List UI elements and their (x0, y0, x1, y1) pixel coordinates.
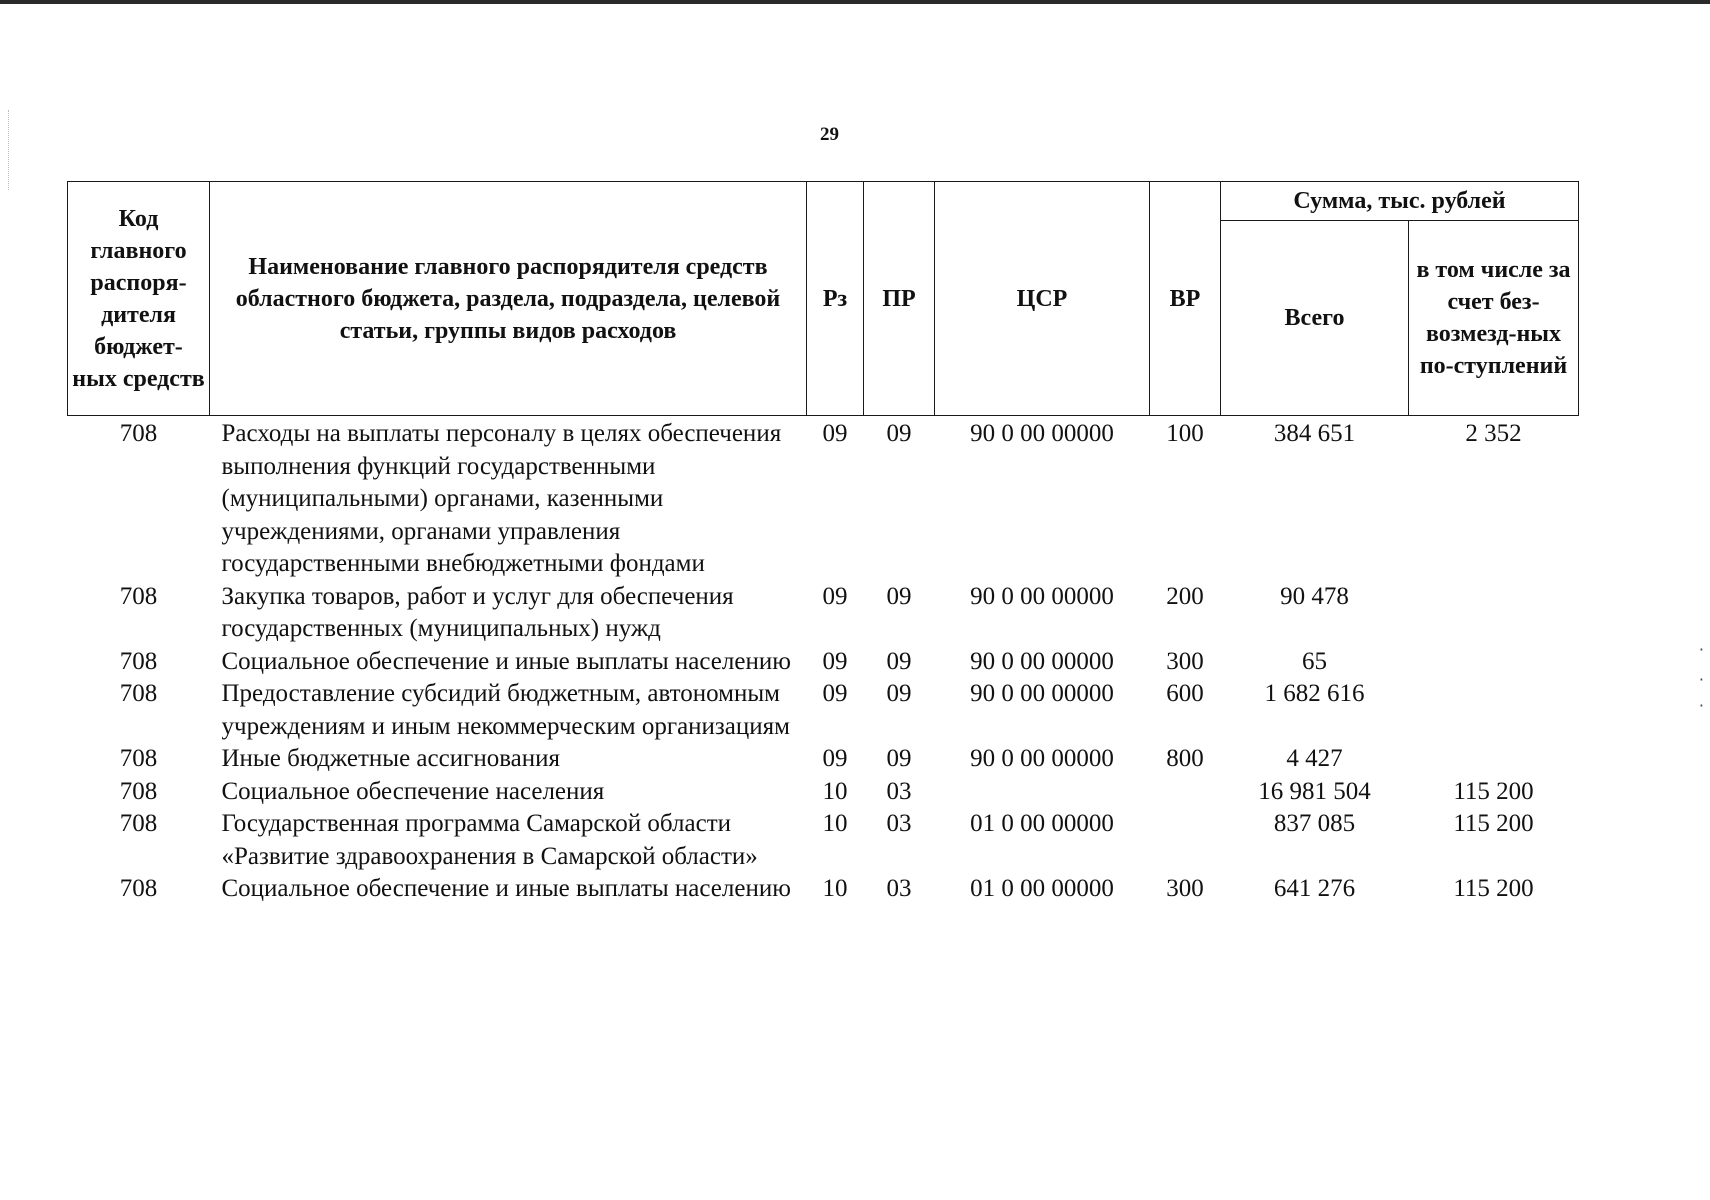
cell-rz: 09 (822, 582, 848, 610)
cell-pr: 09 (886, 680, 912, 707)
cell-free (1409, 678, 1579, 743)
cell-free (1409, 646, 1579, 679)
cell-vr (1150, 776, 1221, 809)
cell-pr: 03 (886, 810, 912, 837)
header-name: Наименование главного распорядителя средств областного бюджета, раздела, подраздела, целевой статьи, группы видов расходов (210, 182, 807, 416)
cell-rz: 09 (822, 420, 848, 447)
cell-rz: 10 (822, 777, 848, 805)
cell-name: Предоставление субсидий бюджетным, автономным учреждениям и иным некоммерческим организациям (221, 680, 790, 740)
cell-free: 2 352 (1465, 420, 1522, 447)
cell-csr: 01 0 00 00000 (970, 875, 1114, 902)
cell-rz: 10 (822, 810, 848, 837)
cell-total: 1 682 616 (1264, 680, 1365, 707)
header-csr: ЦСР (935, 182, 1150, 416)
cell-code: 708 (119, 420, 158, 447)
cell-code: 708 (119, 777, 158, 805)
budget-table (67, 181, 1579, 906)
cell-csr: 90 0 00 00000 (970, 582, 1114, 610)
table-row (68, 678, 1579, 743)
cell-vr: 300 (1166, 647, 1204, 675)
cell-name: Закупка товаров, работ и услуг для обеспечения государственных (муниципальных) нужд (221, 582, 734, 642)
cell-name: Расходы на выплаты персоналу в целях обеспечения выполнения функций государственными (муниципальными) органами, казенными учреждениями, органами управления государственными внебюджетными фондами (221, 420, 782, 577)
cell-vr: 200 (1166, 582, 1204, 610)
table-row (68, 581, 1579, 646)
cell-vr: 300 (1166, 875, 1204, 902)
table-header (68, 182, 1579, 416)
scan-right-marks: · · · (1698, 640, 1704, 715)
cell-vr: 800 (1166, 745, 1204, 772)
cell-code: 708 (119, 745, 158, 772)
cell-free (1409, 743, 1579, 776)
cell-total: 65 (1302, 647, 1327, 675)
header-total: Всего (1221, 221, 1409, 416)
table-body (68, 416, 1579, 906)
cell-rz: 09 (822, 745, 848, 772)
cell-csr: 90 0 00 00000 (970, 680, 1114, 707)
header-code: Код главного распоря-дителя бюджет-ных средств (68, 182, 210, 416)
cell-name: Социальное обеспечение и иные выплаты населению (221, 875, 791, 902)
scan-left-marks (8, 110, 23, 190)
cell-pr: 09 (886, 420, 912, 447)
page-number: 29 (820, 124, 839, 145)
cell-total: 90 478 (1280, 582, 1349, 610)
cell-rz: 09 (822, 680, 848, 707)
cell-csr: 90 0 00 00000 (970, 647, 1114, 675)
cell-name: Иные бюджетные ассигнования (221, 745, 561, 772)
cell-csr: 01 0 00 00000 (970, 810, 1114, 837)
cell-code: 708 (119, 875, 158, 902)
cell-total: 837 085 (1273, 810, 1356, 837)
table-row (68, 873, 1579, 906)
table-row (68, 808, 1579, 873)
cell-pr: 09 (886, 745, 912, 772)
cell-code: 708 (119, 647, 158, 675)
scan-top-edge (0, 0, 1710, 4)
cell-pr: 03 (886, 875, 912, 902)
cell-free: 115 200 (1453, 875, 1534, 902)
cell-name: Социальное обеспечение населения (221, 777, 605, 805)
cell-free: 115 200 (1453, 810, 1534, 837)
cell-code: 708 (119, 810, 158, 837)
cell-vr (1150, 808, 1221, 873)
header-vr: ВР (1150, 182, 1221, 416)
cell-vr: 600 (1166, 680, 1204, 707)
cell-rz: 10 (822, 875, 848, 902)
cell-name: Государственная программа Самарской области «Развитие здравоохранения в Самарской области» (221, 810, 758, 870)
table-row (68, 646, 1579, 679)
table-row (68, 776, 1579, 809)
cell-pr: 03 (886, 777, 912, 805)
header-free-receipts: в том числе за счет без-возмезд-ных по-ступлений (1409, 221, 1579, 416)
cell-csr: 90 0 00 00000 (970, 745, 1114, 772)
cell-total: 16 981 504 (1258, 777, 1371, 805)
cell-code: 708 (119, 680, 158, 707)
cell-vr: 100 (1166, 420, 1204, 447)
cell-free: 115 200 (1453, 777, 1534, 805)
cell-pr: 09 (886, 647, 912, 675)
cell-code: 708 (119, 582, 158, 610)
header-pr: ПР (864, 182, 935, 416)
cell-total: 641 276 (1273, 875, 1356, 902)
cell-total: 384 651 (1273, 420, 1356, 447)
cell-rz: 09 (822, 647, 848, 675)
cell-csr: 90 0 00 00000 (970, 420, 1114, 447)
cell-name: Социальное обеспечение и иные выплаты населению (221, 647, 791, 675)
header-sum-group: Сумма, тыс. рублей (1221, 182, 1579, 221)
cell-csr (935, 776, 1150, 809)
cell-total: 4 427 (1286, 745, 1343, 772)
cell-pr: 09 (886, 582, 912, 610)
header-rz: Рз (807, 182, 864, 416)
table-row (68, 743, 1579, 776)
cell-free (1409, 581, 1579, 646)
table-row (68, 416, 1579, 581)
